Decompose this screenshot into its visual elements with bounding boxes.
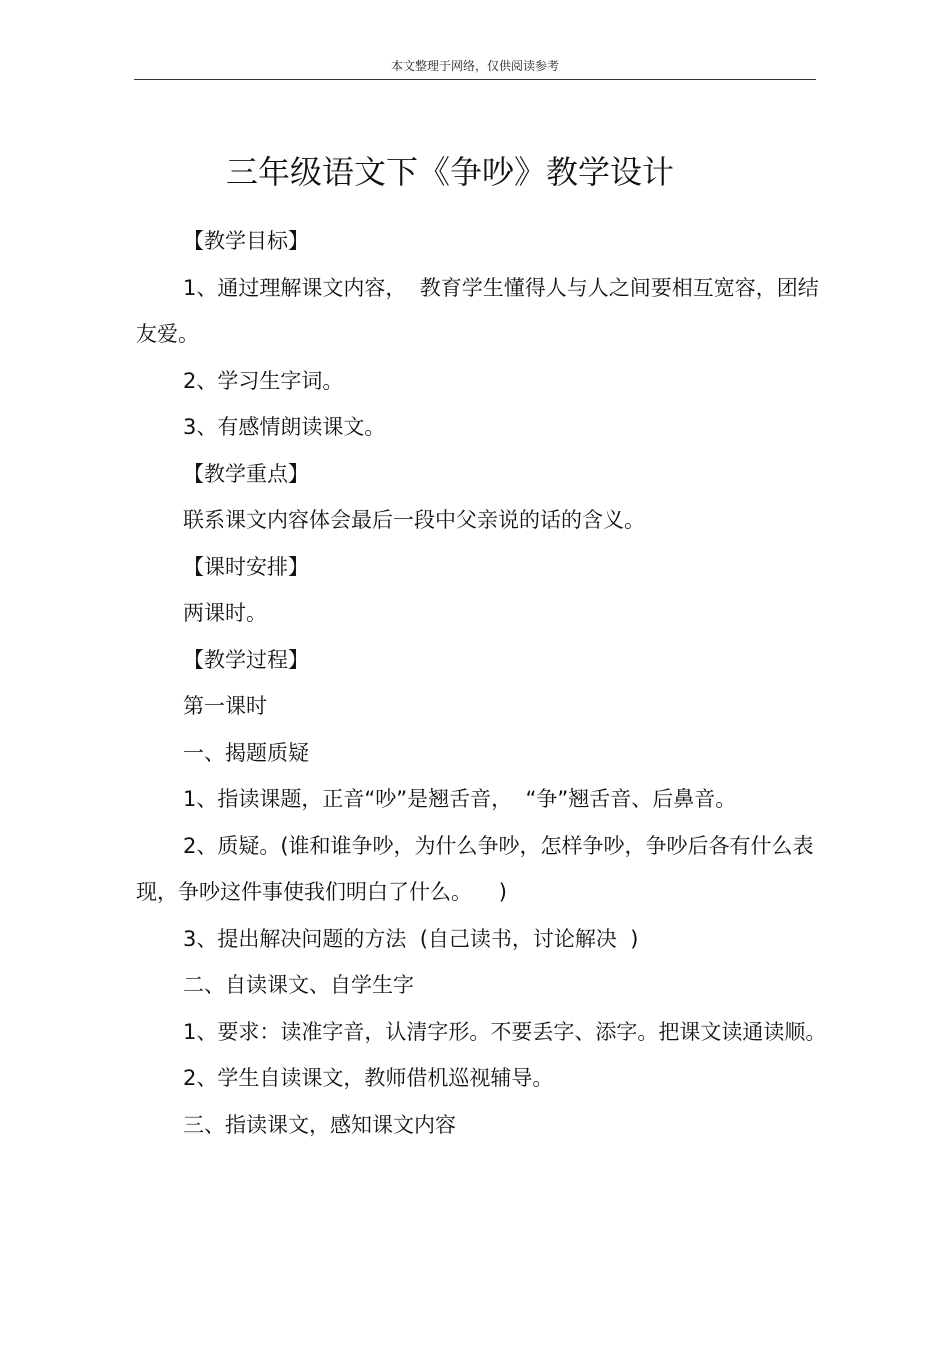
step-one-item-2: 2、质疑。(谁和谁争吵，为什么争吵，怎样争吵，争吵后各有什么表现，争吵这件事使我们明白了什么。 ) — [136, 833, 814, 904]
section-heading-process: 【教学过程】 — [183, 647, 309, 672]
step-one-item-1: 1、指读课题，正音“吵”是翘舌音， “争”翘舌音、后鼻音。 — [183, 787, 737, 811]
step-three-heading: 三、指读课文，感知课文内容 — [183, 1112, 456, 1137]
section-heading-objectives: 【教学目标】 — [183, 229, 309, 253]
document-title: 三年级语文下《争吵》教学设计 — [225, 153, 674, 191]
objective-item-2: 2、学习生字词。 — [183, 368, 344, 393]
step-two-item-2: 2、学生自读课文，教师借机巡视辅导。 — [183, 1066, 554, 1090]
section-heading-key-points: 【教学重点】 — [183, 461, 309, 486]
objective-item-3: 3、有感情朗读课文。 — [183, 415, 386, 439]
step-one-item-3: 3、提出解决问题的方法 (自己读书，讨论解决 ) — [183, 926, 639, 951]
objective-item-1: 1、通过理解课文内容， 教育学生懂得人与人之间要相互宽容，团结友爱。 — [136, 275, 819, 346]
section-heading-schedule: 【课时安排】 — [183, 554, 309, 579]
document-body — [136, 218, 836, 1148]
step-one-heading: 一、揭题质疑 — [183, 740, 309, 765]
lesson-one-heading: 第一课时 — [183, 694, 267, 718]
schedule-text: 两课时。 — [183, 601, 267, 625]
key-point-text: 联系课文内容体会最后一段中父亲说的话的含义。 — [183, 508, 645, 532]
step-two-heading: 二、自读课文、自学生字 — [183, 973, 414, 997]
header-note: 本文整理于网络，仅供阅读参考 — [390, 59, 559, 73]
step-two-item-1: 1、要求：读准字音，认清字形。不要丢字、添字。把课文读通读顺。 — [183, 1019, 827, 1044]
header-divider — [134, 79, 816, 80]
